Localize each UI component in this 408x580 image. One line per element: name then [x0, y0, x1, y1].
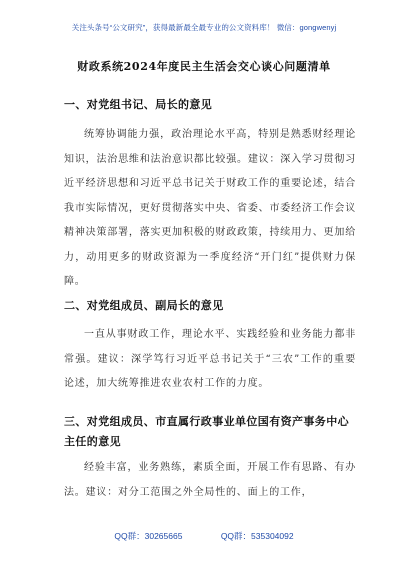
section-heading-2: 二、对党组成员、副局长的意见 — [64, 299, 224, 312]
section-heading-3: 三、对党组成员、市直属行政事业单位国有资产事务中心主任的意见 — [64, 415, 349, 448]
footer-qq-group-1[interactable]: QQ群：30265665 — [114, 531, 183, 541]
footer-qq-group-2[interactable]: QQ群：535304092 — [220, 531, 294, 541]
section-paragraph-3: 经验丰富，业务熟练，素质全面，开展工作有思路、有办法。建议：对分工范围之外全局性的、面上的工作， — [64, 462, 356, 498]
document-title: 财政系统2024年度民主生活会交心谈心问题清单 — [77, 60, 331, 73]
footer-contact — [0, 530, 408, 542]
section-heading-1: 一、对党组书记、局长的意见 — [64, 98, 213, 111]
section-paragraph-1: 统筹协调能力强，政治理论水平高，特别是熟悉财经理论知识，法治思维和法治意识都比较强。建议：深入学习贯彻习近平经济思想和习近平总书记关于财政工作的重要论述，结合我市实际情况，更好贯彻落实中央、省委、市委经济工作会议精神决策部署，落实更加积极的财政政策，持续用力、更加给力，动用更多的财政资源为一季度经济“开门红”提供财力保障。 — [64, 129, 356, 287]
header-banner[interactable]: 关注头条号“公文研究”，获得最新最全最专业的公文资料库！ 微信：gongwenyj — [71, 23, 337, 32]
section-paragraph-2: 一直从事财政工作，理论水平、实践经验和业务能力都非常强。建议：深学笃行习近平总书记关于“三农”工作的重要论述，加大统筹推进农业农村工作的力度。 — [64, 329, 356, 389]
